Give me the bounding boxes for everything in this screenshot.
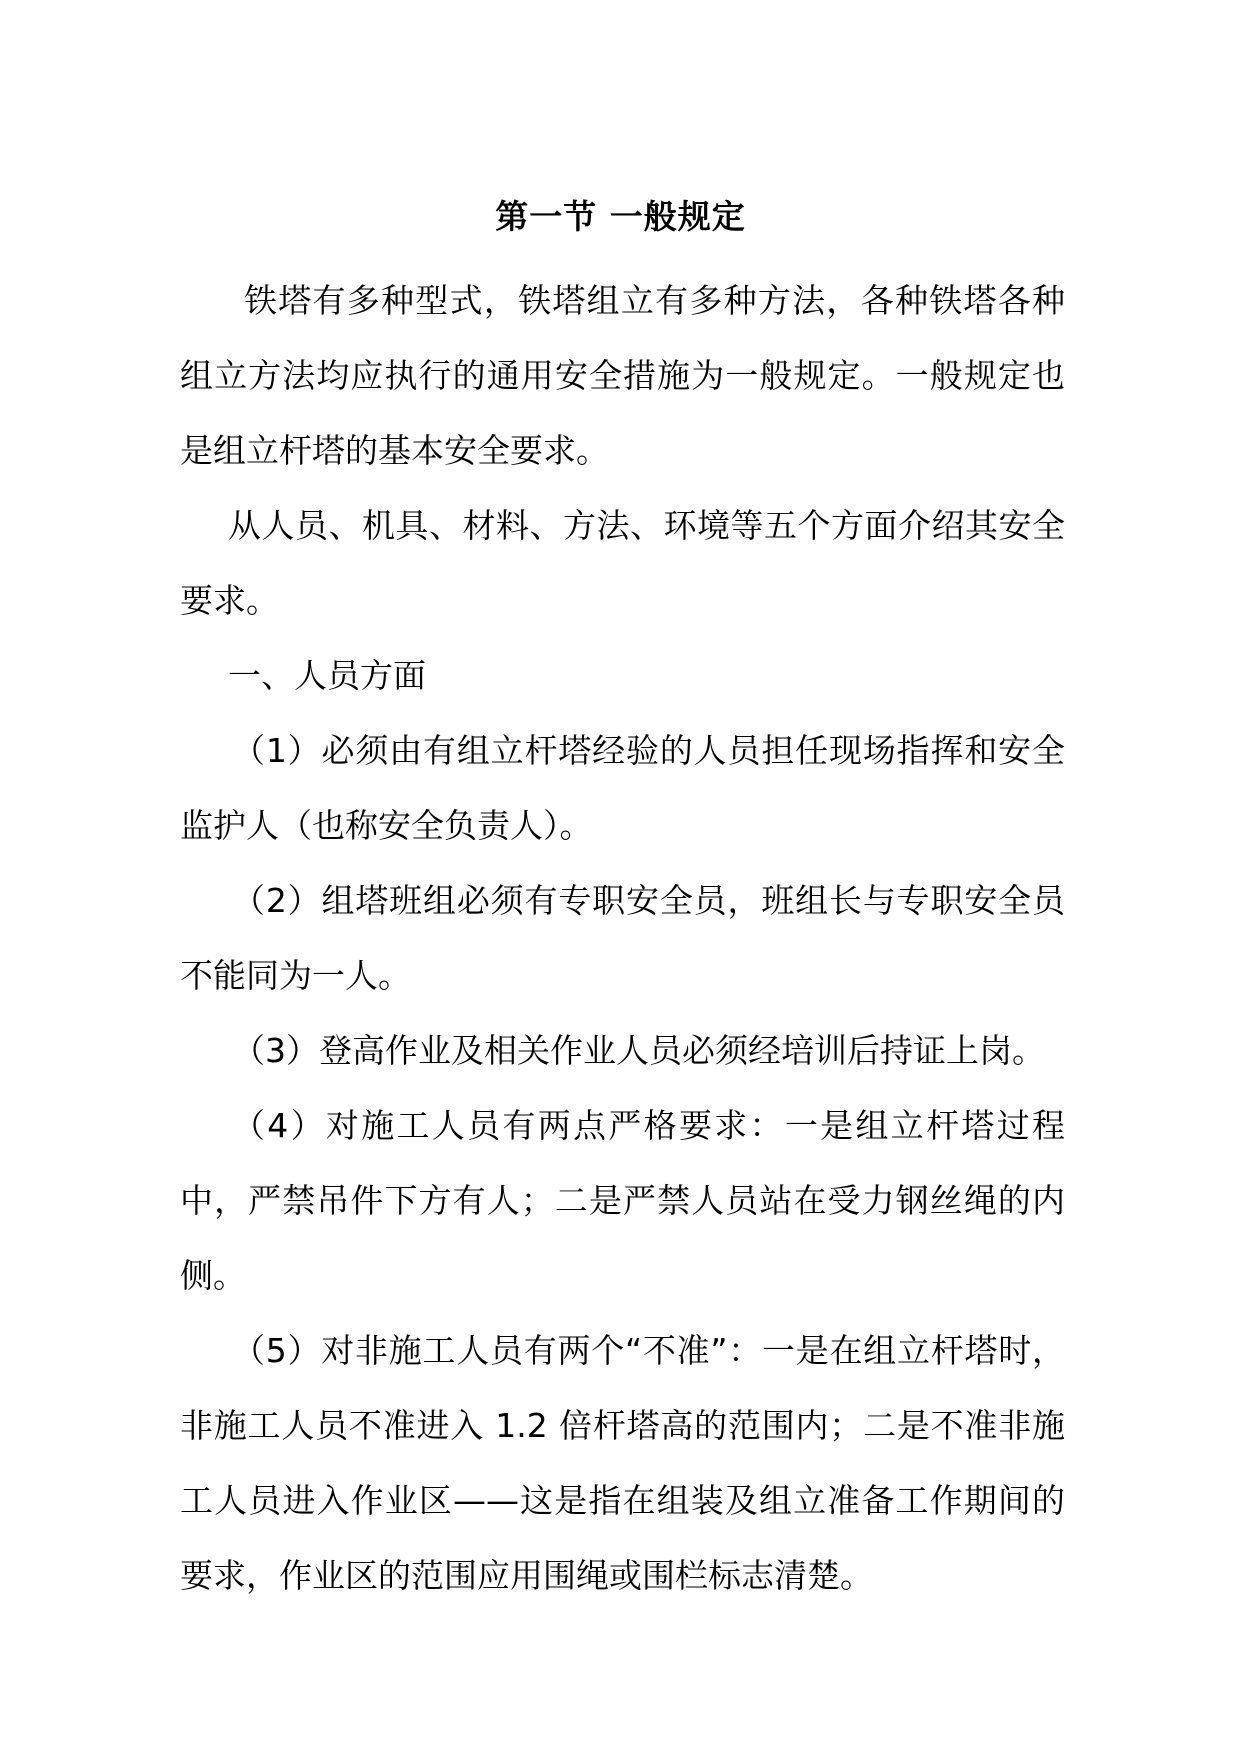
list-item-1: （1）必须由有组立杆塔经验的人员担任现场指挥和安全监护人（也称安全负责人）。 xyxy=(180,731,1065,845)
paragraph-intro: 铁塔有多种型式，铁塔组立有多种方法，各种铁塔各种组立方法均应执行的通用安全措施为一般规定。一般规定也是组立杆塔的基本安全要求。 xyxy=(180,281,1065,470)
list-item-3: （3）登高作业及相关作业人员必须经培训后持证上岗。 xyxy=(232,1031,1045,1070)
list-item-5: （5）对非施工人员有两个“不准”：一是在组立杆塔时，非施工人员不准进入 1.2 倍杆塔高的范围内；二是不准非施工人员进入作业区——这是指在组装及组立准备工作期间的要求，作业区的范围应用围绳或围栏标志清楚。 xyxy=(180,1331,1065,1595)
list-item-4: （4）对施工人员有两点严格要求：一是组立杆塔过程中，严禁吊件下方有人；二是严禁人员站在受力钢丝绳的内侧。 xyxy=(180,1106,1065,1295)
section-title: 第一节 一般规定 xyxy=(495,197,746,236)
list-item-2: （2）组塔班组必须有专职安全员，班组长与专职安全员不能同为一人。 xyxy=(180,881,1065,995)
document-body xyxy=(180,263,1065,1613)
heading-personnel: 一、人员方面 xyxy=(228,656,426,695)
paragraph-overview: 从人员、机具、材料、方法、环境等五个方面介绍其安全要求。 xyxy=(180,506,1065,620)
